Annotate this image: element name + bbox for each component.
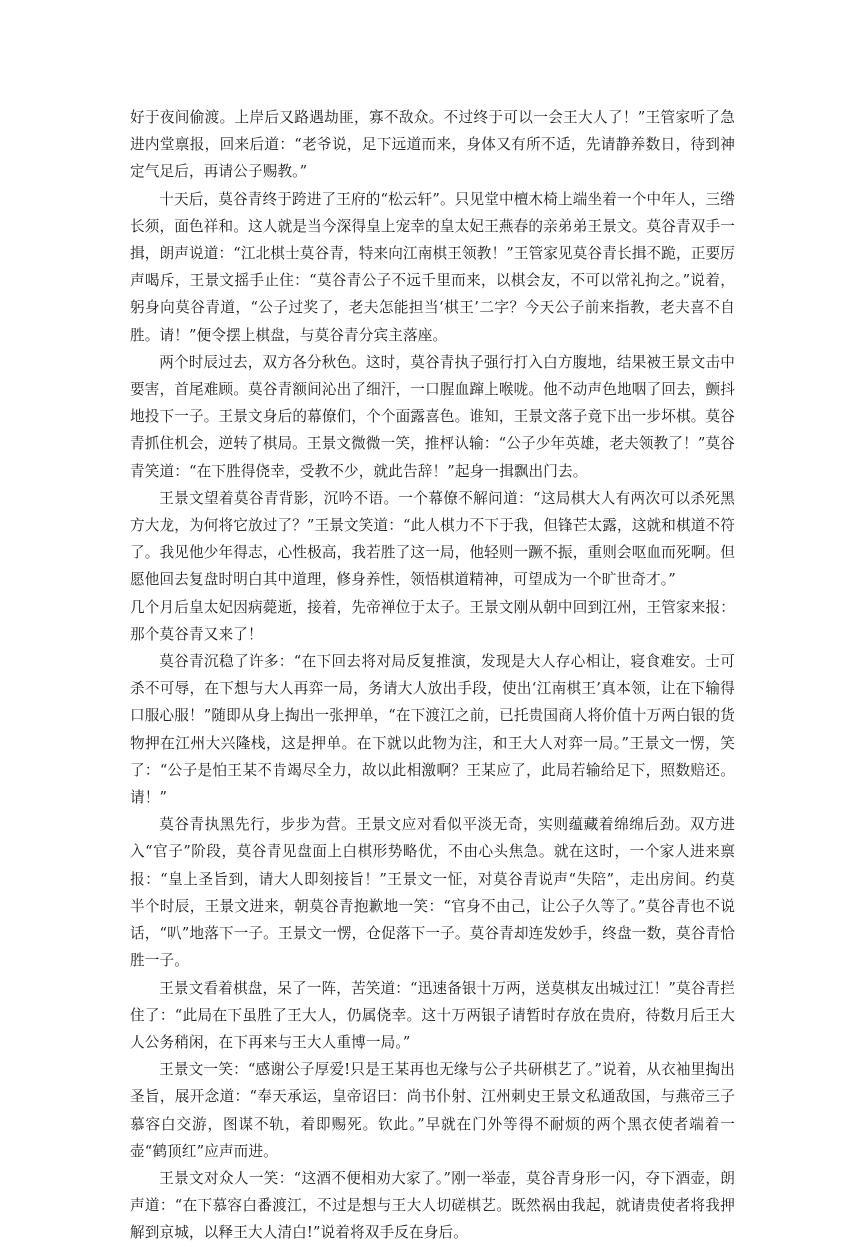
paragraph: 王景文对众人一笑：“这酒不便相劝大家了。”刚一举壶，莫谷青身形一闪，夺下酒壶，朗声道：“在下慕容白番渡江，不过是想与王大人切磋棋艺。既然祸由我起，就请贵使者将我押解到京城，以释王大人清白!”说着将双手反在身后。 — [130, 1169, 735, 1242]
article-body — [130, 104, 735, 1247]
paragraph: 莫谷青沉稳了许多：“在下回去将对局反复推演，发现是大人存心相让，寝食难安。士可杀不可辱，在下想与大人再弈一局，务请大人放出手段，使出‘江南棋王’真本领，让在下输得口服心服！”随即从身上掏出一张押单，“在下渡江之前，已托贵国商人将价值十万两白银的货物押在江州大兴隆栈，这是押单。在下就以此物为注，和王大人对弈一局。”王景文一愣，笑了：“公子是怕王某不肯竭尽全力，故以此相激啊？王某应了，此局若输给足下，照数赔还。请！” — [130, 653, 735, 807]
paragraph: 王景文一笑：“感谢公子厚爱!只是王某再也无缘与公子共研棋艺了。”说着，从衣袖里掏出圣旨，展开念道：“奉天承运，皇帝诏曰：尚书仆射、江州刺史王景文私通敌国，与燕帝三子慕容白交游，图谋不轨，着即赐死。钦此。”早就在门外等得不耐烦的两个黑衣使者端着一壶“鹤顶红”应声而进。 — [130, 1061, 735, 1160]
paragraph: 几个月后皇太妃因病薨逝，接着，先帝禅位于太子。王景文刚从朝中回到江州，王管家来报：那个莫谷青又来了！ — [130, 598, 735, 643]
paragraph: 王景文望着莫谷青背影，沉吟不语。一个幕僚不解问道：“这局棋大人有两次可以杀死黑方大龙，为何将它放过了？”王景文笑道：“此人棋力不下于我，但锋芒太露，这就和棋道不符了。我见他少年得志，心性极高，我若胜了这一局，他轻则一蹶不振，重则会呕血而死啊。但愿他回去复盘时明白其中道理，修身养性，领悟棋道精神，可望成为一个旷世奇才。” — [130, 489, 735, 589]
paragraph: 十天后，莫谷青终于跨进了王府的“松云轩”。只见堂中檀木椅上端坐着一个中年人，三绺长须，面色祥和。这人就是当今深得皇上宠幸的皇太妃王燕春的亲弟弟王景文。莫谷青双手一揖，朗声说道：“江北棋士莫谷青，特来向江南棋王领教！”王管家见莫谷青长揖不跪，正要厉声喝斥，王景文摇手止住：“莫谷青公子不远千里而来，以棋会友，不可以常礼拘之。”说着，躬身向莫谷青道，“公子过奖了，老夫怎能担当‘棋王’二字？今天公子前来指教，老夫喜不自胜。请！”便令摆上棋盘，与莫谷青分宾主落座。 — [130, 190, 735, 344]
paragraph: 莫谷青执黑先行，步步为营。王景文应对看似平淡无奇，实则蕴藏着绵绵后劲。双方进入“官子”阶段，莫谷青见盘面上白棋形势略优，不由心头焦急。就在这时，一个家人进来禀报：“皇上圣旨到，请大人即刻接旨！”王景文一怔，对莫谷青说声“失陪”，走出房间。约莫半个时辰，王景文进来，朝莫谷青抱歉地一笑：“官身不由己，让公子久等了。”莫谷青也不说话，“叭”地落下一子。王景文一愣，仓促落下一子。莫谷青却连发妙手，终盘一数，莫谷青恰胜一子。 — [130, 816, 735, 970]
paragraph: 好于夜间偷渡。上岸后又路遇劫匪，寡不敌众。不过终于可以一会王大人了！”王管家听了急进内堂禀报，回来后道：“老爷说，足下远道而来，身体又有所不适，先请静养数日，待到神定气足后，再请公子赐教。” — [130, 109, 735, 181]
paragraph: 王景文看着棋盘，呆了一阵，苦笑道：“迅速备银十万两，送莫棋友出城过江！”莫谷青拦住了：“此局在下虽胜了王大人，仍属侥幸。这十万两银子请暂时存放在贵府，待数月后王大人公务稍闲，在下再来与王大人重博一局。” — [130, 979, 735, 1051]
paragraph: 两个时辰过去，双方各分秋色。这时，莫谷青执子强行打入白方腹地，结果被王景文击中要害，首尾难顾。莫谷青额间沁出了细汗，一口腥血蹿上喉咙。他不动声色地咽了回去，颤抖地投下一子。王景文身后的幕僚们，个个面露喜色。谁知，王景文落子竟下出一步坏棋。莫谷青抓住机会，逆转了棋局。王景文微微一笑，推枰认输：“公子少年英雄，老夫领教了！”莫谷青笑道：“在下胜得侥幸，受教不少，就此告辞！”起身一揖飘出门去。 — [130, 353, 735, 480]
